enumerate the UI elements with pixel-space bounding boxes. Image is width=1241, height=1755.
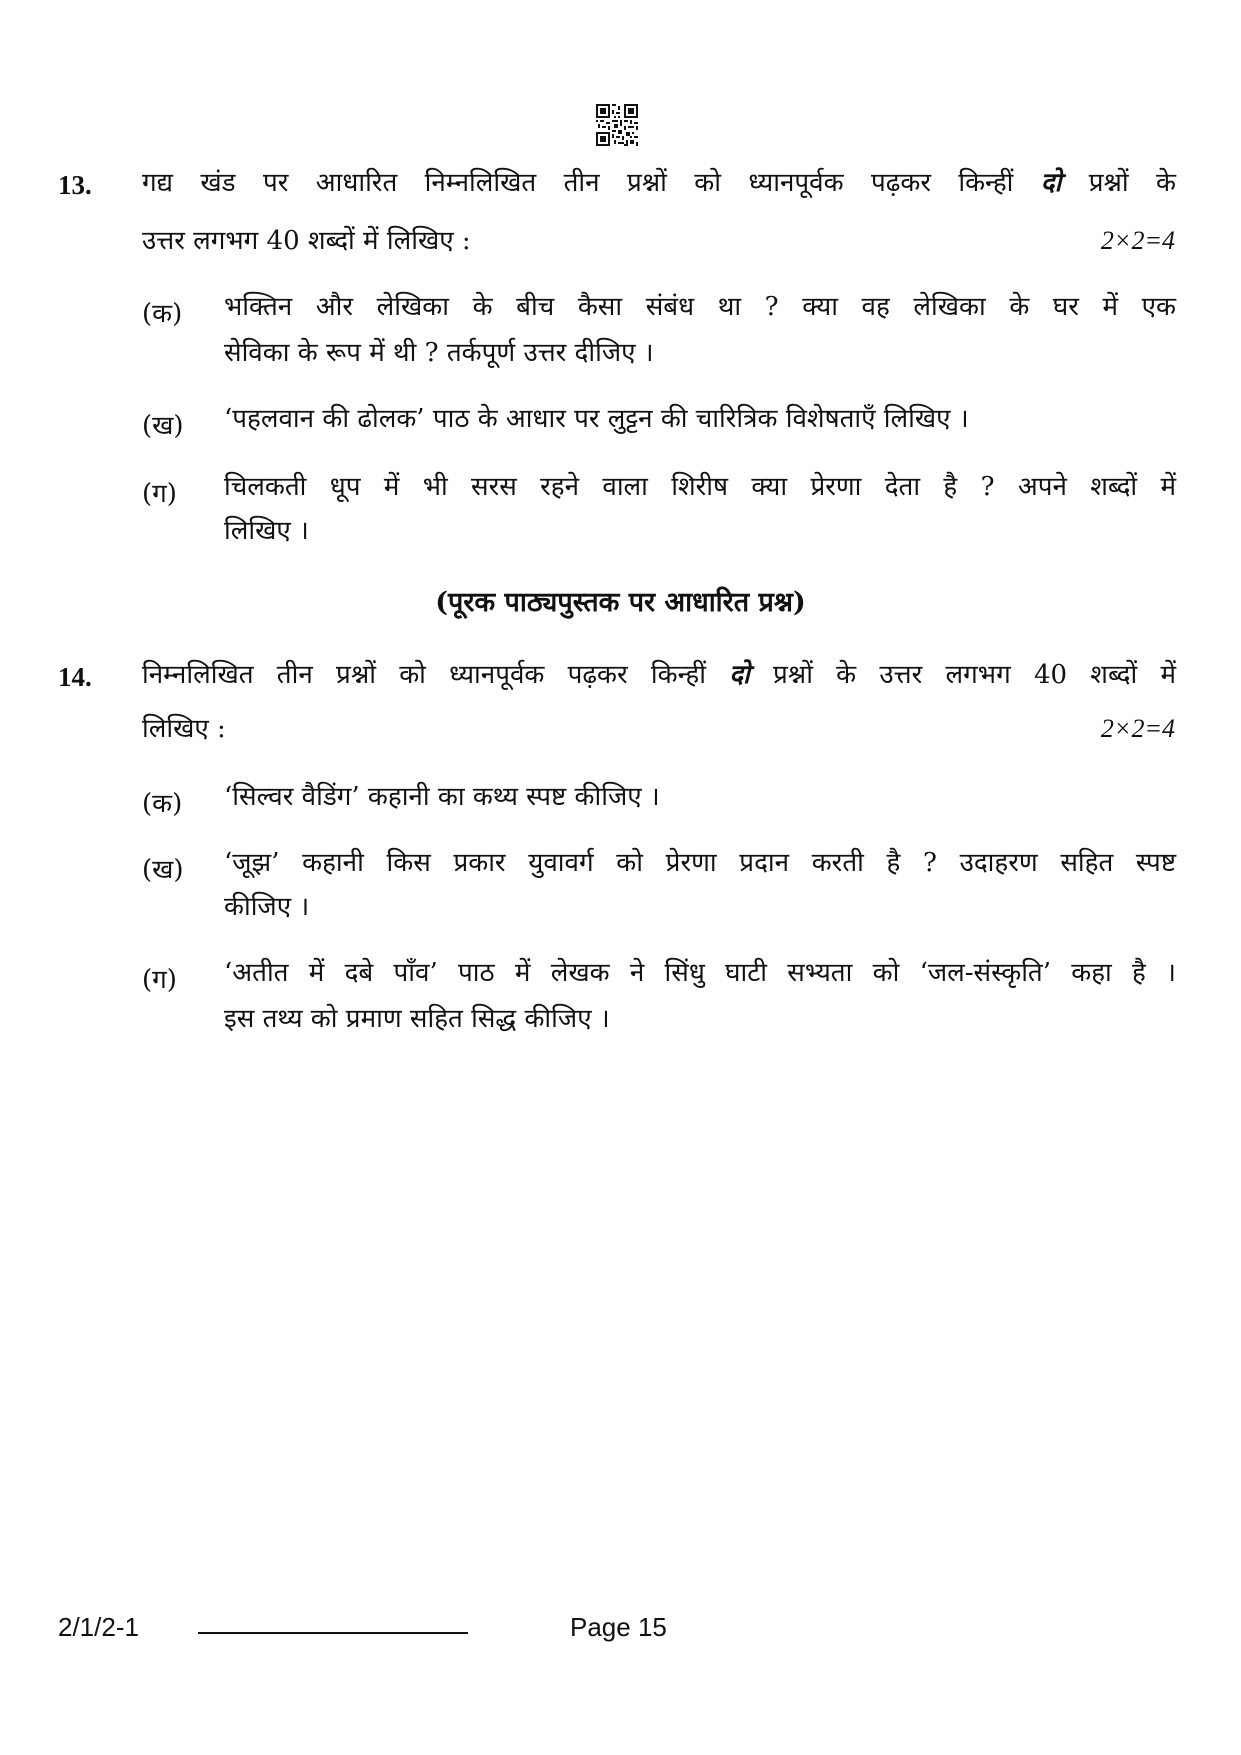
qr-code	[596, 104, 638, 146]
q13-item-ka-label: (क)	[142, 299, 183, 329]
q14-item-kha-line-1: ‘जूझ’ कहानी किस प्रकार युवावर्ग को प्रेरणा प्रदान करती है ? उदाहरण सहित स्पष्ट	[224, 848, 1176, 878]
q13-item-kha-line-1: ‘पहलवान की ढोलक’ पाठ के आधार पर लुट्टन की चारित्रिक विशेषताएँ लिखिए ।	[224, 404, 969, 434]
q13-item-ga-line-1: चिलकती धूप में भी सरस रहने वाला शिरीष क्या प्रेरणा देता है ? अपने शब्दों में	[224, 472, 1176, 502]
question-13-text-b: प्रश्नों के	[1088, 168, 1177, 198]
q14-item-kha-line-2: कीजिए ।	[224, 892, 310, 922]
question-13-text-line-1	[142, 170, 1176, 196]
question-13-marks: 2×2=4	[1100, 226, 1175, 255]
question-14-marks: 2×2=4	[1100, 714, 1175, 743]
q14-item-ga-line-2: इस तथ्य को प्रमाण सहित सिद्ध कीजिए ।	[224, 1004, 610, 1034]
q13-item-ka-line-1: भक्तिन और लेखिका के बीच कैसा संबंध था ? क्या वह लेखिका के घर में एक	[224, 292, 1176, 322]
q13-item-kha-label: (ख)	[142, 411, 184, 441]
q14-item-ga-label: (ग)	[142, 965, 177, 995]
question-14-text-line-1	[142, 662, 1176, 688]
q13-item-ka-line-2: सेविका के रूप में थी ? तर्कपूर्ण उत्तर दीजिए ।	[224, 338, 654, 368]
q14-item-ka-line-1: ‘सिल्वर वैडिंग’ कहानी का कथ्य स्पष्ट कीजिए ।	[224, 782, 660, 812]
question-13-text-line-2: उत्तर लगभग 40 शब्दों में लिखिए :	[142, 226, 471, 256]
footer-divider	[198, 1632, 468, 1634]
question-13-text-a: गद्य खंड पर आधारित निम्नलिखित तीन प्रश्नों को ध्यानपूर्वक पढ़कर किन्हीं	[142, 168, 1014, 198]
question-14-number: 14.	[58, 662, 92, 692]
question-14-text-b: प्रश्नों के उत्तर लगभग 40 शब्दों में	[773, 660, 1176, 690]
question-14-text-a: निम्नलिखित तीन प्रश्नों को ध्यानपूर्वक पढ़कर किन्हीं	[142, 660, 706, 690]
q14-item-ka-label: (क)	[142, 789, 183, 819]
section-heading: (पूरक पाठ्यपुस्तक पर आधारित प्रश्न)	[435, 587, 806, 618]
q14-item-ga-line-1: ‘अतीत में दबे पाँव’ पाठ में लेखक ने सिंधु घाटी सभ्यता को ‘जल-संस्कृति’ कहा है ।	[224, 958, 1176, 988]
question-13-number: 13.	[58, 170, 92, 200]
paper-code: 2/1/2-1	[58, 1612, 139, 1642]
question-14-text-line-2: लिखिए :	[142, 714, 226, 744]
page-number: Page 15	[570, 1612, 667, 1642]
q13-item-ga-label: (ग)	[142, 479, 177, 509]
question-14-emphasis: दो	[729, 660, 750, 690]
q14-item-kha-label: (ख)	[142, 855, 184, 885]
question-13-emphasis: दो	[1040, 168, 1062, 198]
q13-item-ga-line-2: लिखिए ।	[224, 516, 309, 546]
